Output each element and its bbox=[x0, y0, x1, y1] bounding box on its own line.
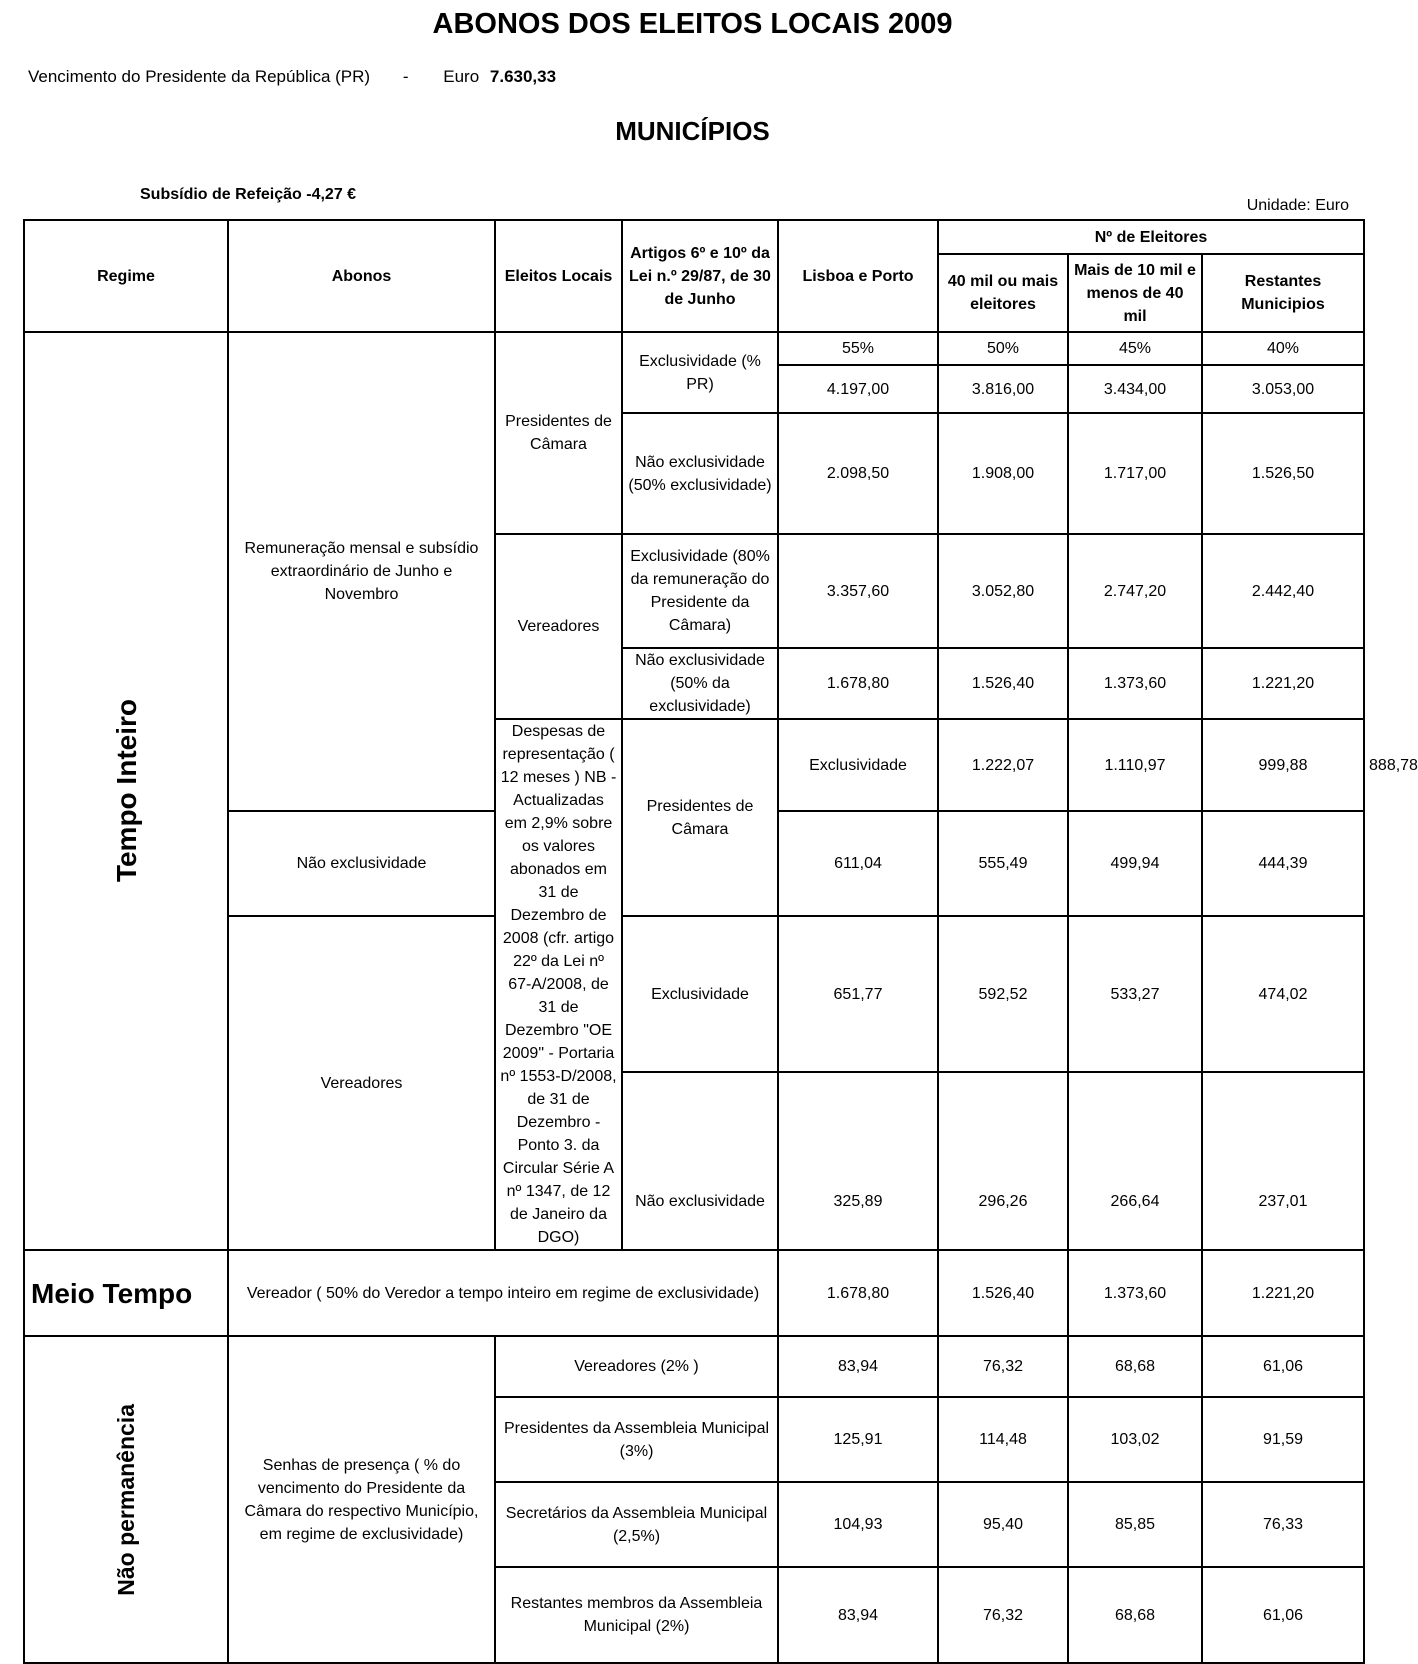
artigo-nao-exclusividade: Não exclusividade (50% exclusividade) bbox=[622, 413, 778, 534]
value-cell: 296,26 bbox=[938, 1072, 1068, 1250]
regime-tempo-inteiro bbox=[24, 332, 228, 1250]
value-cell: 95,40 bbox=[938, 1482, 1068, 1567]
pct-cell: 50% bbox=[938, 332, 1068, 365]
value-cell: 4.197,00 bbox=[778, 365, 938, 413]
value-cell: 1.373,60 bbox=[1068, 648, 1202, 719]
pct-cell: 40% bbox=[1202, 332, 1364, 365]
value-cell: 1.678,80 bbox=[778, 1250, 938, 1336]
abono-despesas: Despesas de representação ( 12 meses ) NB - Actualizadas em 2,9% sobre os valores abonados em 31 de Dezembro de 2008 (cfr. artigo 22º da Lei nº 67-A/2008, de 31 de Dezembro "OE 2009" - Portaria nº 1553-D/2008, de 31 de Dezembro - Ponto 3. da Circular Série A nº 1347, de 12 de Janeiro da DGO) bbox=[495, 719, 622, 1250]
value-cell: 3.434,00 bbox=[1068, 365, 1202, 413]
value-cell: 1.717,00 bbox=[1068, 413, 1202, 534]
value-cell: 474,02 bbox=[1202, 916, 1364, 1072]
president-salary-dash: - bbox=[402, 67, 409, 86]
value-cell: 651,77 bbox=[778, 916, 938, 1072]
eleitos-vereadores: Vereadores bbox=[228, 916, 495, 1250]
value-cell: 266,64 bbox=[1068, 1072, 1202, 1250]
president-salary-line bbox=[28, 67, 556, 87]
value-cell: 83,94 bbox=[778, 1567, 938, 1663]
value-cell: 61,06 bbox=[1202, 1336, 1364, 1397]
value-cell: 1.222,07 bbox=[938, 719, 1068, 811]
header-artigos: Artigos 6º e 10º da Lei n.º 29/87, de 30 de Junho bbox=[622, 220, 778, 332]
regime-label: Não permanência bbox=[112, 1403, 139, 1596]
president-salary-currency: Euro bbox=[443, 67, 480, 86]
abono-senhas: Senhas de presença ( % do vencimento do Presidente da Câmara do respectivo Município, em regime de exclusividade) bbox=[228, 1336, 495, 1663]
value-cell: 125,91 bbox=[778, 1397, 938, 1482]
np-row-label: Presidentes da Assembleia Municipal (3%) bbox=[495, 1397, 778, 1482]
eleitos-presidentes: Presidentes de Câmara bbox=[622, 719, 778, 916]
header-eleitos: Eleitos Locais bbox=[495, 220, 622, 332]
allowances-table bbox=[23, 219, 1418, 1664]
np-row-label: Secretários da Assembleia Municipal (2,5%) bbox=[495, 1482, 778, 1567]
value-cell: 555,49 bbox=[938, 811, 1068, 916]
header-10-40-mil: Mais de 10 mil e menos de 40 mil bbox=[1068, 254, 1202, 332]
header-restantes: Restantes Municipios bbox=[1202, 254, 1364, 332]
artigo-exclusividade-pr: Exclusividade (% PR) bbox=[622, 332, 778, 413]
artigo-nao-exclusividade: Não exclusividade bbox=[622, 1072, 778, 1250]
value-cell: 592,52 bbox=[938, 916, 1068, 1072]
value-cell: 3.357,60 bbox=[778, 534, 938, 648]
value-cell: 1.373,60 bbox=[1068, 1250, 1202, 1336]
value-cell: 1.678,80 bbox=[778, 648, 938, 719]
value-cell: 3.053,00 bbox=[1202, 365, 1364, 413]
meio-tempo-description: Vereador ( 50% do Veredor a tempo inteiro em regime de exclusividade) bbox=[228, 1250, 778, 1336]
value-cell: 3.816,00 bbox=[938, 365, 1068, 413]
header-regime: Regime bbox=[24, 220, 228, 332]
value-cell: 1.908,00 bbox=[938, 413, 1068, 534]
value-cell: 1.526,40 bbox=[938, 648, 1068, 719]
regime-meio-tempo: Meio Tempo bbox=[24, 1250, 228, 1336]
value-cell: 499,94 bbox=[1068, 811, 1202, 916]
value-cell: 1.221,20 bbox=[1202, 1250, 1364, 1336]
value-cell: 444,39 bbox=[1202, 811, 1364, 916]
value-cell: 104,93 bbox=[778, 1482, 938, 1567]
page-title: ABONOS DOS ELEITOS LOCAIS 2009 bbox=[432, 8, 953, 40]
value-cell: 76,32 bbox=[938, 1336, 1068, 1397]
eleitos-presidentes: Presidentes de Câmara bbox=[495, 332, 622, 534]
value-cell: 68,68 bbox=[1068, 1567, 1202, 1663]
artigo-exclusividade: Exclusividade bbox=[778, 719, 938, 811]
np-row-label: Vereadores (2% ) bbox=[495, 1336, 778, 1397]
value-cell: 83,94 bbox=[778, 1336, 938, 1397]
value-cell: 2.747,20 bbox=[1068, 534, 1202, 648]
president-salary-label: Vencimento do Presidente da República (PR) bbox=[28, 67, 371, 86]
table-row bbox=[24, 1250, 1364, 1336]
value-cell: 91,59 bbox=[1202, 1397, 1364, 1482]
president-salary-value: 7.630,33 bbox=[489, 67, 557, 86]
value-cell: 103,02 bbox=[1068, 1397, 1202, 1482]
table-row: Despesas de representação ( 12 meses ) NB - Actualizadas em 2,9% sobre os valores abonados em 31 de Dezembro de 2008 (cfr. artigo 22º da Lei nº 67-A/2008, de 31 de Dezembro "OE 2009" - Portaria nº 1553-D/2008, de 31 de Dezembro - Ponto 3. da Circular Série A nº 1347, de 12 de Janeiro da DGO) Presidentes de Câmara Exclusividade 1.222,07 1.110,97 999,88 888,78 bbox=[24, 719, 1364, 811]
eleitos-vereadores: Vereadores bbox=[495, 534, 622, 719]
value-cell: 237,01 bbox=[1202, 1072, 1364, 1250]
value-cell: 68,68 bbox=[1068, 1336, 1202, 1397]
header-row bbox=[24, 220, 1364, 254]
value-cell: 3.052,80 bbox=[938, 534, 1068, 648]
value-cell: 2.098,50 bbox=[778, 413, 938, 534]
value-cell: 61,06 bbox=[1202, 1567, 1364, 1663]
value-cell: 76,33 bbox=[1202, 1482, 1364, 1567]
table-row bbox=[24, 1336, 1364, 1397]
value-cell: 611,04 bbox=[778, 811, 938, 916]
abono-remuneracao: Remuneração mensal e subsídio extraordinário de Junho e Novembro bbox=[228, 332, 495, 811]
pct-cell: 45% bbox=[1068, 332, 1202, 365]
value-cell: 533,27 bbox=[1068, 916, 1202, 1072]
section-subtitle: MUNICÍPIOS bbox=[615, 116, 770, 146]
value-cell: 999,88 bbox=[1202, 719, 1364, 811]
value-cell: 114,48 bbox=[938, 1397, 1068, 1482]
artigo-exclusividade-80: Exclusividade (80% da remuneração do Presidente da Câmara) bbox=[622, 534, 778, 648]
artigo-nao-exclusividade: Não exclusividade bbox=[228, 811, 495, 916]
artigo-nao-exclusividade-50: Não exclusividade (50% da exclusividade) bbox=[622, 648, 778, 719]
header-n-eleitores: Nº de Eleitores bbox=[938, 220, 1364, 254]
value-cell: 2.442,40 bbox=[1202, 534, 1364, 648]
value-cell: 1.110,97 bbox=[1068, 719, 1202, 811]
artigo-exclusividade: Exclusividade bbox=[622, 916, 778, 1072]
header-40-mil: 40 mil ou mais eleitores bbox=[938, 254, 1068, 332]
unit-note: Unidade: Euro bbox=[1246, 197, 1349, 214]
np-row-label: Restantes membros da Assembleia Municipal (2%) bbox=[495, 1567, 778, 1663]
value-cell: 1.526,50 bbox=[1202, 413, 1364, 534]
regime-nao-permanencia bbox=[24, 1336, 228, 1663]
pct-cell: 55% bbox=[778, 332, 938, 365]
regime-label: Tempo Inteiro bbox=[110, 699, 142, 883]
value-cell: 76,32 bbox=[938, 1567, 1068, 1663]
value-cell: 1.221,20 bbox=[1202, 648, 1364, 719]
value-cell: 1.526,40 bbox=[938, 1250, 1068, 1336]
meal-allowance: Subsídio de Refeição -4,27 € bbox=[140, 186, 357, 203]
header-lisboa-porto: Lisboa e Porto bbox=[778, 220, 938, 332]
table-row bbox=[24, 332, 1364, 365]
header-abonos: Abonos bbox=[228, 220, 495, 332]
value-cell: 325,89 bbox=[778, 1072, 938, 1250]
value-cell: 85,85 bbox=[1068, 1482, 1202, 1567]
